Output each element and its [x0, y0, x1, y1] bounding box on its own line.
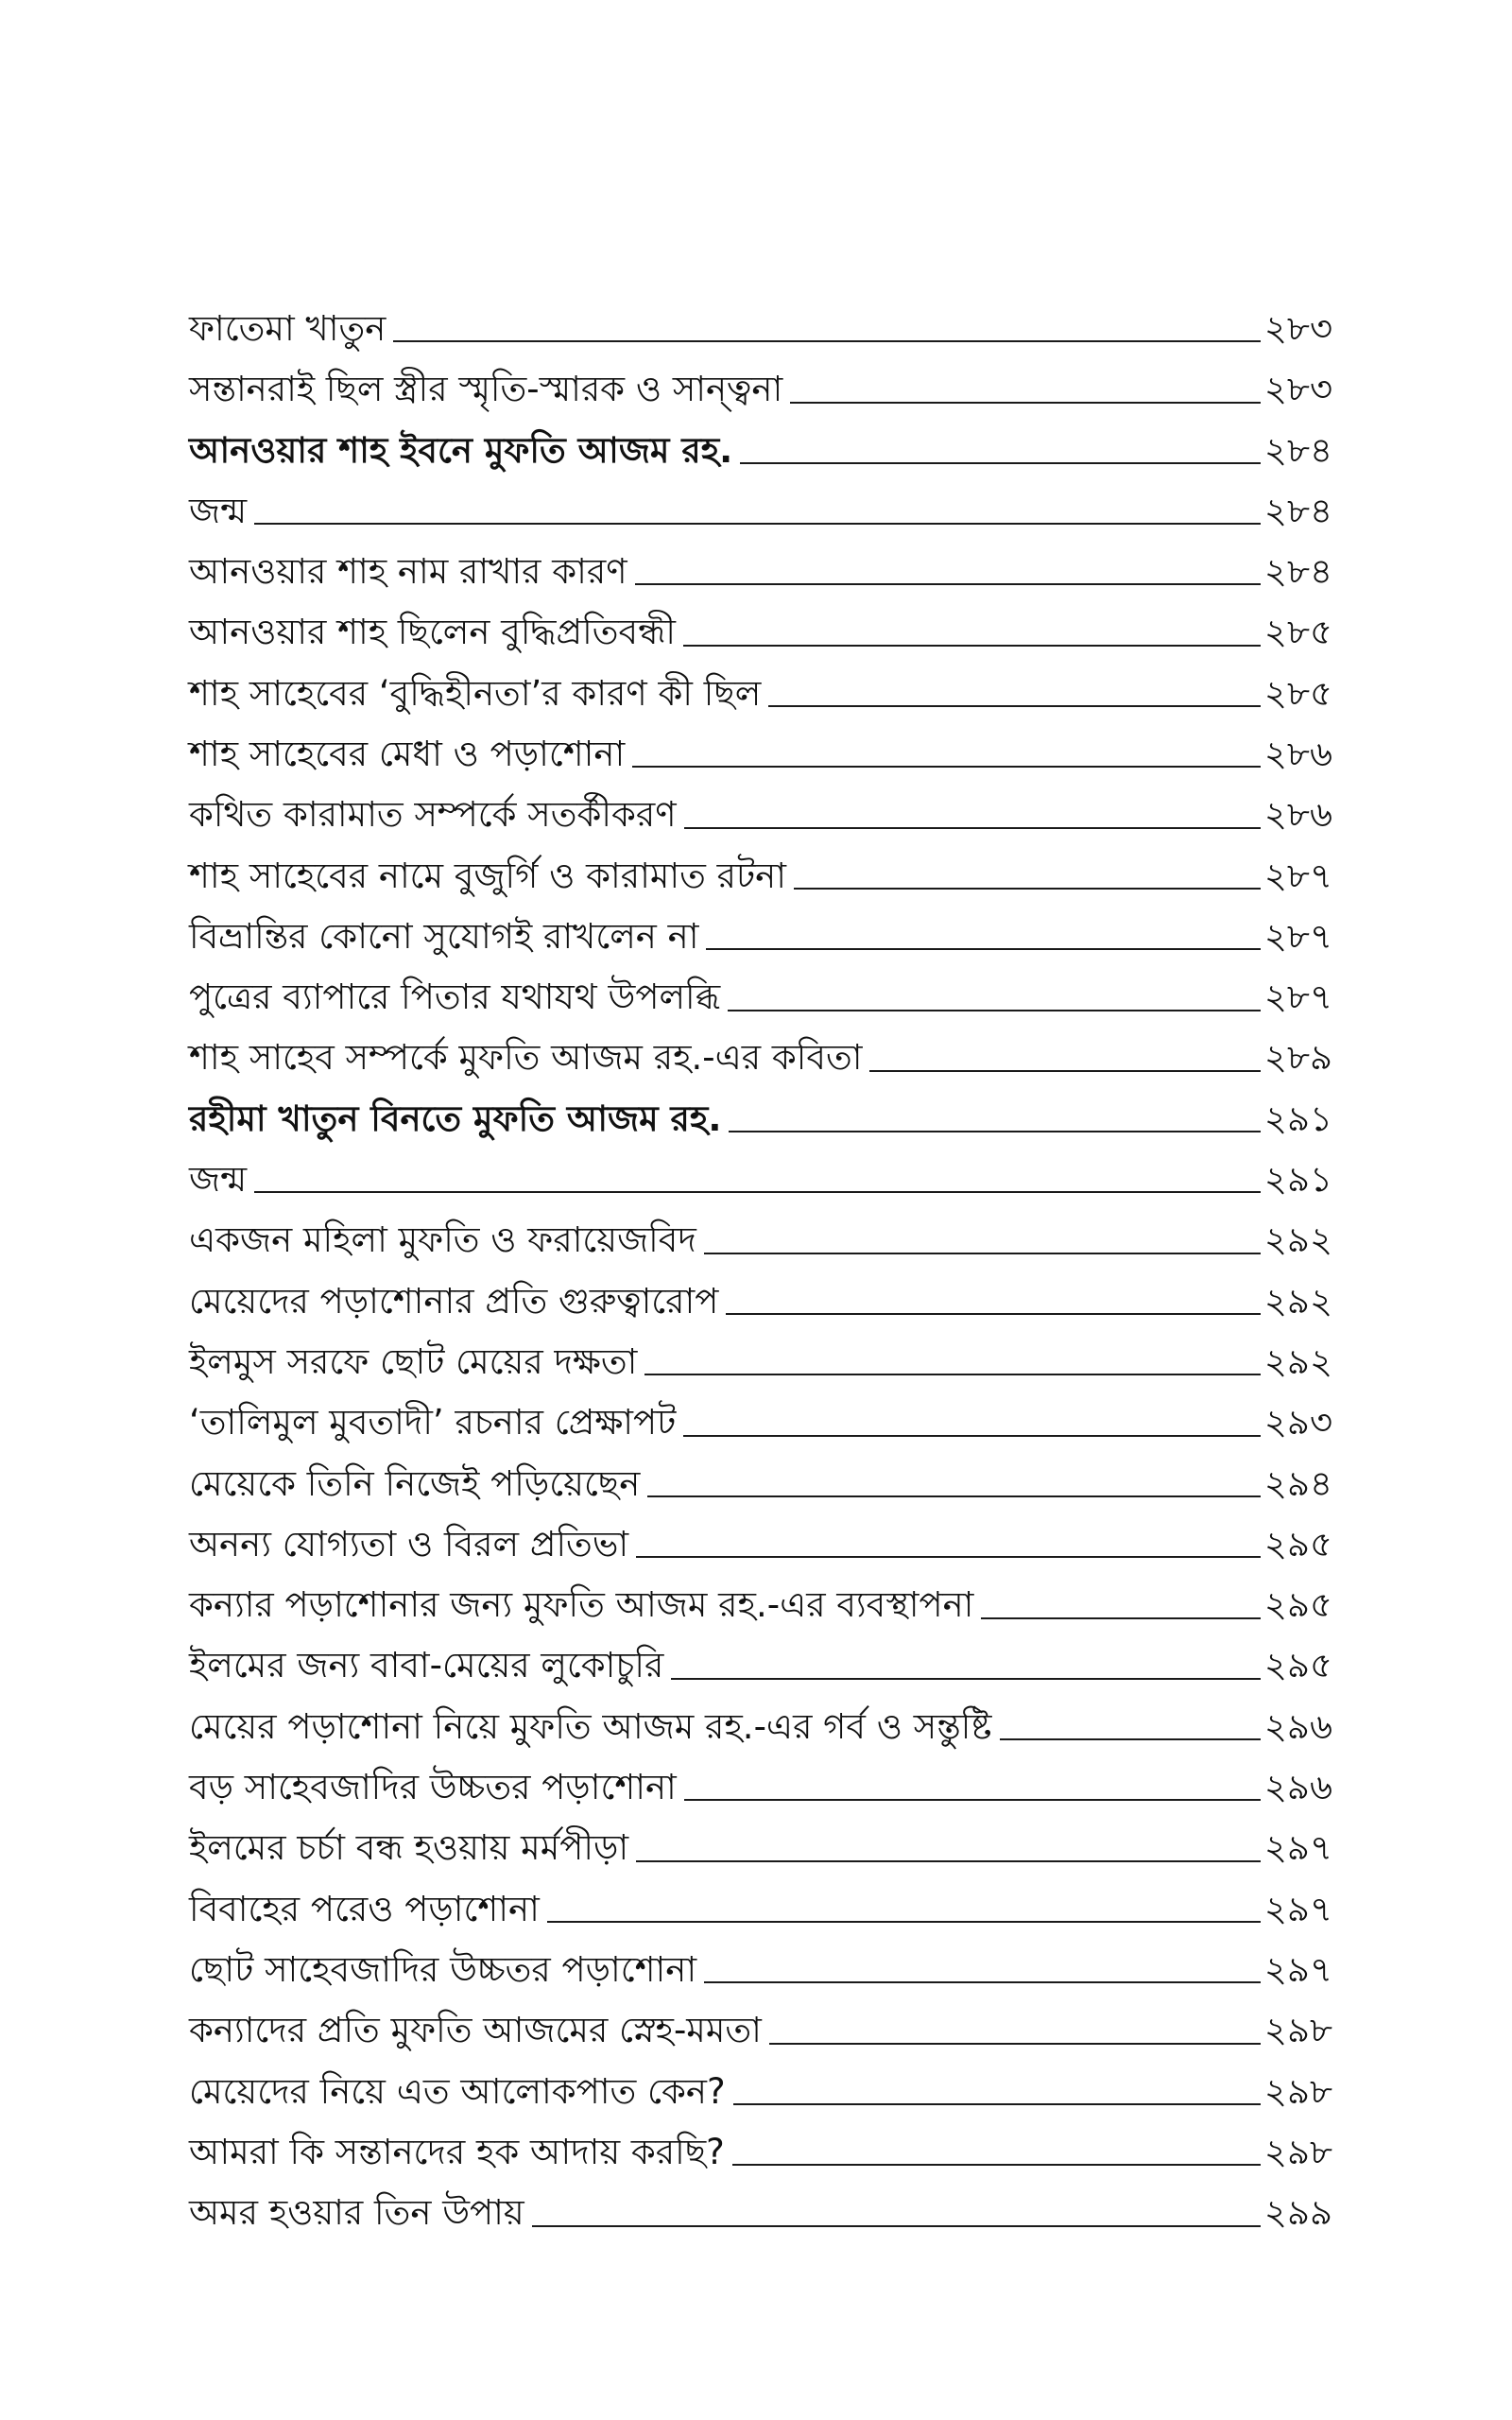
toc-leader-line: [636, 1556, 1261, 1558]
toc-entry-title: মেয়েদের পড়াশোনার প্রতি গুরুত্বারোপ: [189, 1280, 719, 1322]
toc-entry-title: শাহ সাহেব সম্পর্কে মুফতি আজম রহ.-এর কবিতা: [189, 1037, 863, 1079]
toc-entry: [189, 596, 1332, 657]
toc-page-number: ২৮৬: [1263, 733, 1332, 774]
toc-page-number: ২৯৭: [1263, 1827, 1332, 1869]
toc-entry-title: মেয়েদের নিয়ে এত আলোকপাত কেন?: [189, 2070, 726, 2112]
toc-entry-title: অমর হওয়ার তিন উপায়: [189, 2192, 524, 2234]
toc-entry: [189, 718, 1332, 779]
toc-entry: [189, 1812, 1332, 1873]
toc-page-number: ২৯৮: [1263, 2070, 1332, 2112]
toc-leader-line: [740, 462, 1261, 464]
toc-entry-title: মেয়েকে তিনি নিজেই পড়িয়েছেন: [189, 1462, 641, 1504]
toc-entry: [189, 1509, 1332, 1569]
toc-leader-line: [683, 645, 1261, 647]
toc-leader-line: [532, 2225, 1261, 2227]
toc-entry-title: পুত্রের ব্যাপারে পিতার যথাযথ উপলব্ধি: [189, 977, 721, 1018]
toc-leader-line: [869, 1070, 1260, 1072]
toc-page-number: ২৯৯: [1263, 2192, 1332, 2234]
toc-entry: [189, 1934, 1332, 1995]
toc-leader-line: [729, 1131, 1261, 1132]
toc-leader-line: [704, 1253, 1261, 1254]
toc-leader-line: [790, 402, 1261, 404]
toc-entry: [189, 2117, 1332, 2177]
toc-entry-title: মেয়ের পড়াশোনা নিয়ে মুফতি আজম রহ.-এর গর্ব ও সন্তুষ্টি: [189, 1705, 992, 1747]
toc-entry: [189, 2056, 1332, 2117]
toc-leader-line: [644, 1374, 1261, 1375]
toc-entry-title: একজন মহিলা মুফতি ও ফরায়েজবিদ: [189, 1219, 696, 1261]
toc-page-number: ২৮৫: [1263, 612, 1332, 653]
toc-page-number: ২৮৫: [1263, 672, 1332, 714]
toc-leader-line: [671, 1678, 1261, 1680]
toc-entry-title: আনওয়ার শাহ নাম রাখার কারণ: [189, 551, 627, 593]
toc-leader-line: [1000, 1738, 1261, 1740]
toc-entry: [189, 840, 1332, 901]
toc-entry-title: ইলমের চর্চা বন্ধ হওয়ায় মর্মপীড়া: [189, 1827, 629, 1869]
toc-page-number: ২৯৮: [1263, 2010, 1332, 2051]
toc-page-number: ২৮৭: [1263, 915, 1332, 957]
toc-page-number: ২৯৩: [1263, 1402, 1332, 1443]
toc-entry: [189, 1995, 1332, 2055]
toc-entry: [189, 1691, 1332, 1752]
toc-page-number: ২৮৩: [1263, 369, 1332, 410]
toc-leader-line: [393, 340, 1261, 342]
toc-page-number: ২৮৪: [1263, 551, 1332, 593]
toc-entry: [189, 1023, 1332, 1083]
toc-entry-title: আমরা কি সন্তানদের হক আদায় করছি?: [189, 2131, 725, 2172]
toc-leader-line: [726, 1313, 1261, 1315]
toc-page-number: ২৯২: [1263, 1280, 1332, 1322]
toc-page-number: ২৯১: [1263, 1159, 1332, 1201]
toc-entry: [189, 293, 1332, 354]
toc-leader-line: [733, 2103, 1261, 2105]
toc-entry-title: কন্যার পড়াশোনার জন্য মুফতি আজম রহ.-এর ব্যবস্থাপনা: [189, 1584, 974, 1626]
toc-entry-title: বড় সাহেবজাদির উচ্চতর পড়াশোনা: [189, 1767, 677, 1808]
toc-entry: [189, 1874, 1332, 1934]
toc-page-number: ২৯১: [1263, 1098, 1332, 1139]
toc-entry-title: বিভ্রান্তির কোনো সুযোগই রাখলেন না: [189, 915, 699, 957]
toc-leader-line: [704, 1981, 1261, 1983]
toc-entry-title: আনওয়ার শাহ ইবনে মুফতি আজম রহ.: [189, 429, 733, 471]
toc-page-number: ২৯৭: [1263, 1948, 1332, 1990]
toc-leader-line: [728, 1010, 1261, 1011]
toc-page-number: ২৯৫: [1263, 1645, 1332, 1686]
toc-entry-title: ‘তালিমুল মুবতাদী’ রচনার প্রেক্ষাপট: [189, 1402, 677, 1443]
toc-entry-title: সন্তানরাই ছিল স্ত্রীর স্মৃতি-স্মারক ও সান্ত্বনা: [189, 369, 783, 410]
toc-page-number: ২৯৬: [1263, 1705, 1332, 1747]
toc-section-heading: [189, 415, 1332, 475]
toc-entry: [189, 2177, 1332, 2238]
toc-page-number: ২৮৪: [1263, 490, 1332, 531]
toc-leader-line: [647, 1495, 1261, 1497]
toc-leader-line: [547, 1921, 1261, 1923]
toc-leader-line: [768, 705, 1261, 707]
toc-entry: [189, 1144, 1332, 1204]
toc-entry-title: ছোট সাহেবজাদির উচ্চতর পড়াশোনা: [189, 1948, 697, 1990]
toc-entry-title: শাহ সাহেবের ‘বুদ্ধিহীনতা’র কারণ কী ছিল: [189, 672, 762, 714]
toc-entry: [189, 536, 1332, 596]
toc-leader-line: [684, 1799, 1261, 1801]
toc-page-number: ২৯৪: [1263, 1462, 1332, 1504]
toc-leader-line: [706, 948, 1260, 950]
toc-page-number: ২৯৮: [1263, 2131, 1332, 2172]
toc-entry: [189, 1326, 1332, 1387]
toc-entry: [189, 1752, 1332, 1812]
toc-entry: [189, 1204, 1332, 1265]
toc-entry: [189, 658, 1332, 718]
toc-leader-line: [635, 583, 1261, 585]
toc-entry-title: ইলমুস সরফে ছোট মেয়ের দক্ষতা: [189, 1340, 638, 1382]
toc-page-number: ২৯৬: [1263, 1767, 1332, 1808]
toc-page-number: ২৮৩: [1263, 307, 1332, 349]
toc-entry-title: ফাতেমা খাতুন: [189, 307, 387, 349]
toc-entry-title: জন্ম: [189, 490, 248, 531]
toc-leader-line: [636, 1860, 1261, 1862]
toc-entry: [189, 1631, 1332, 1691]
toc-entry: [189, 1448, 1332, 1509]
toc-leader-line: [732, 2164, 1261, 2166]
toc-entry: [189, 475, 1332, 536]
toc-section-heading: [189, 1083, 1332, 1144]
toc-page-number: ২৮৬: [1263, 794, 1332, 836]
toc-page-number: ২৮৭: [1263, 977, 1332, 1018]
toc-page-number: ২৮৪: [1263, 429, 1332, 471]
toc-entry: [189, 961, 1332, 1022]
toc-leader-line: [684, 827, 1261, 829]
toc-entry: [189, 901, 1332, 961]
toc-entry-title: জন্ম: [189, 1159, 248, 1201]
toc-entry: [189, 779, 1332, 839]
toc-leader-line: [794, 888, 1261, 890]
toc-entry-title: কন্যাদের প্রতি মুফতি আজমের স্নেহ-মমতা: [189, 2010, 762, 2051]
toc-entry: [189, 1266, 1332, 1326]
toc-page-number: ২৮৭: [1263, 855, 1332, 896]
toc-entry: [189, 354, 1332, 414]
toc-entry-title: অনন্য যোগ্যতা ও বিরল প্রতিভা: [189, 1523, 629, 1564]
toc-entry: [189, 1569, 1332, 1630]
toc-page-number: ২৯২: [1263, 1219, 1332, 1261]
toc-leader-line: [683, 1435, 1261, 1437]
toc-entry: [189, 1387, 1332, 1447]
toc-leader-line: [254, 523, 1261, 525]
toc-leader-line: [254, 1191, 1261, 1193]
toc-page-number: ২৮৯: [1263, 1037, 1332, 1079]
toc-entry-title: শাহ সাহেবের মেধা ও পড়াশোনা: [189, 733, 626, 774]
toc-page-number: ২৯৫: [1263, 1584, 1332, 1626]
toc-leader-line: [981, 1617, 1261, 1619]
toc-entry-title: বিবাহের পরেও পড়াশোনা: [189, 1888, 540, 1929]
toc-entry-title: কথিত কারামাত সম্পর্কে সতর্কীকরণ: [189, 794, 677, 836]
toc-page-number: ২৯৫: [1263, 1523, 1332, 1564]
table-of-contents: [189, 293, 1332, 2238]
toc-entry-title: শাহ সাহেবের নামে বুজুর্গি ও কারামাত রটনা: [189, 855, 786, 896]
toc-entry-title: ইলমের জন্য বাবা-মেয়ের লুকোচুরি: [189, 1645, 664, 1686]
toc-leader-line: [632, 766, 1261, 768]
toc-page-number: ২৯৭: [1263, 1888, 1332, 1929]
toc-page-number: ২৯২: [1263, 1340, 1332, 1382]
toc-leader-line: [769, 2043, 1261, 2045]
toc-entry-title: আনওয়ার শাহ ছিলেন বুদ্ধিপ্রতিবন্ধী: [189, 612, 676, 653]
toc-entry-title: রহীমা খাতুন বিনতে মুফতি আজম রহ.: [189, 1098, 722, 1139]
